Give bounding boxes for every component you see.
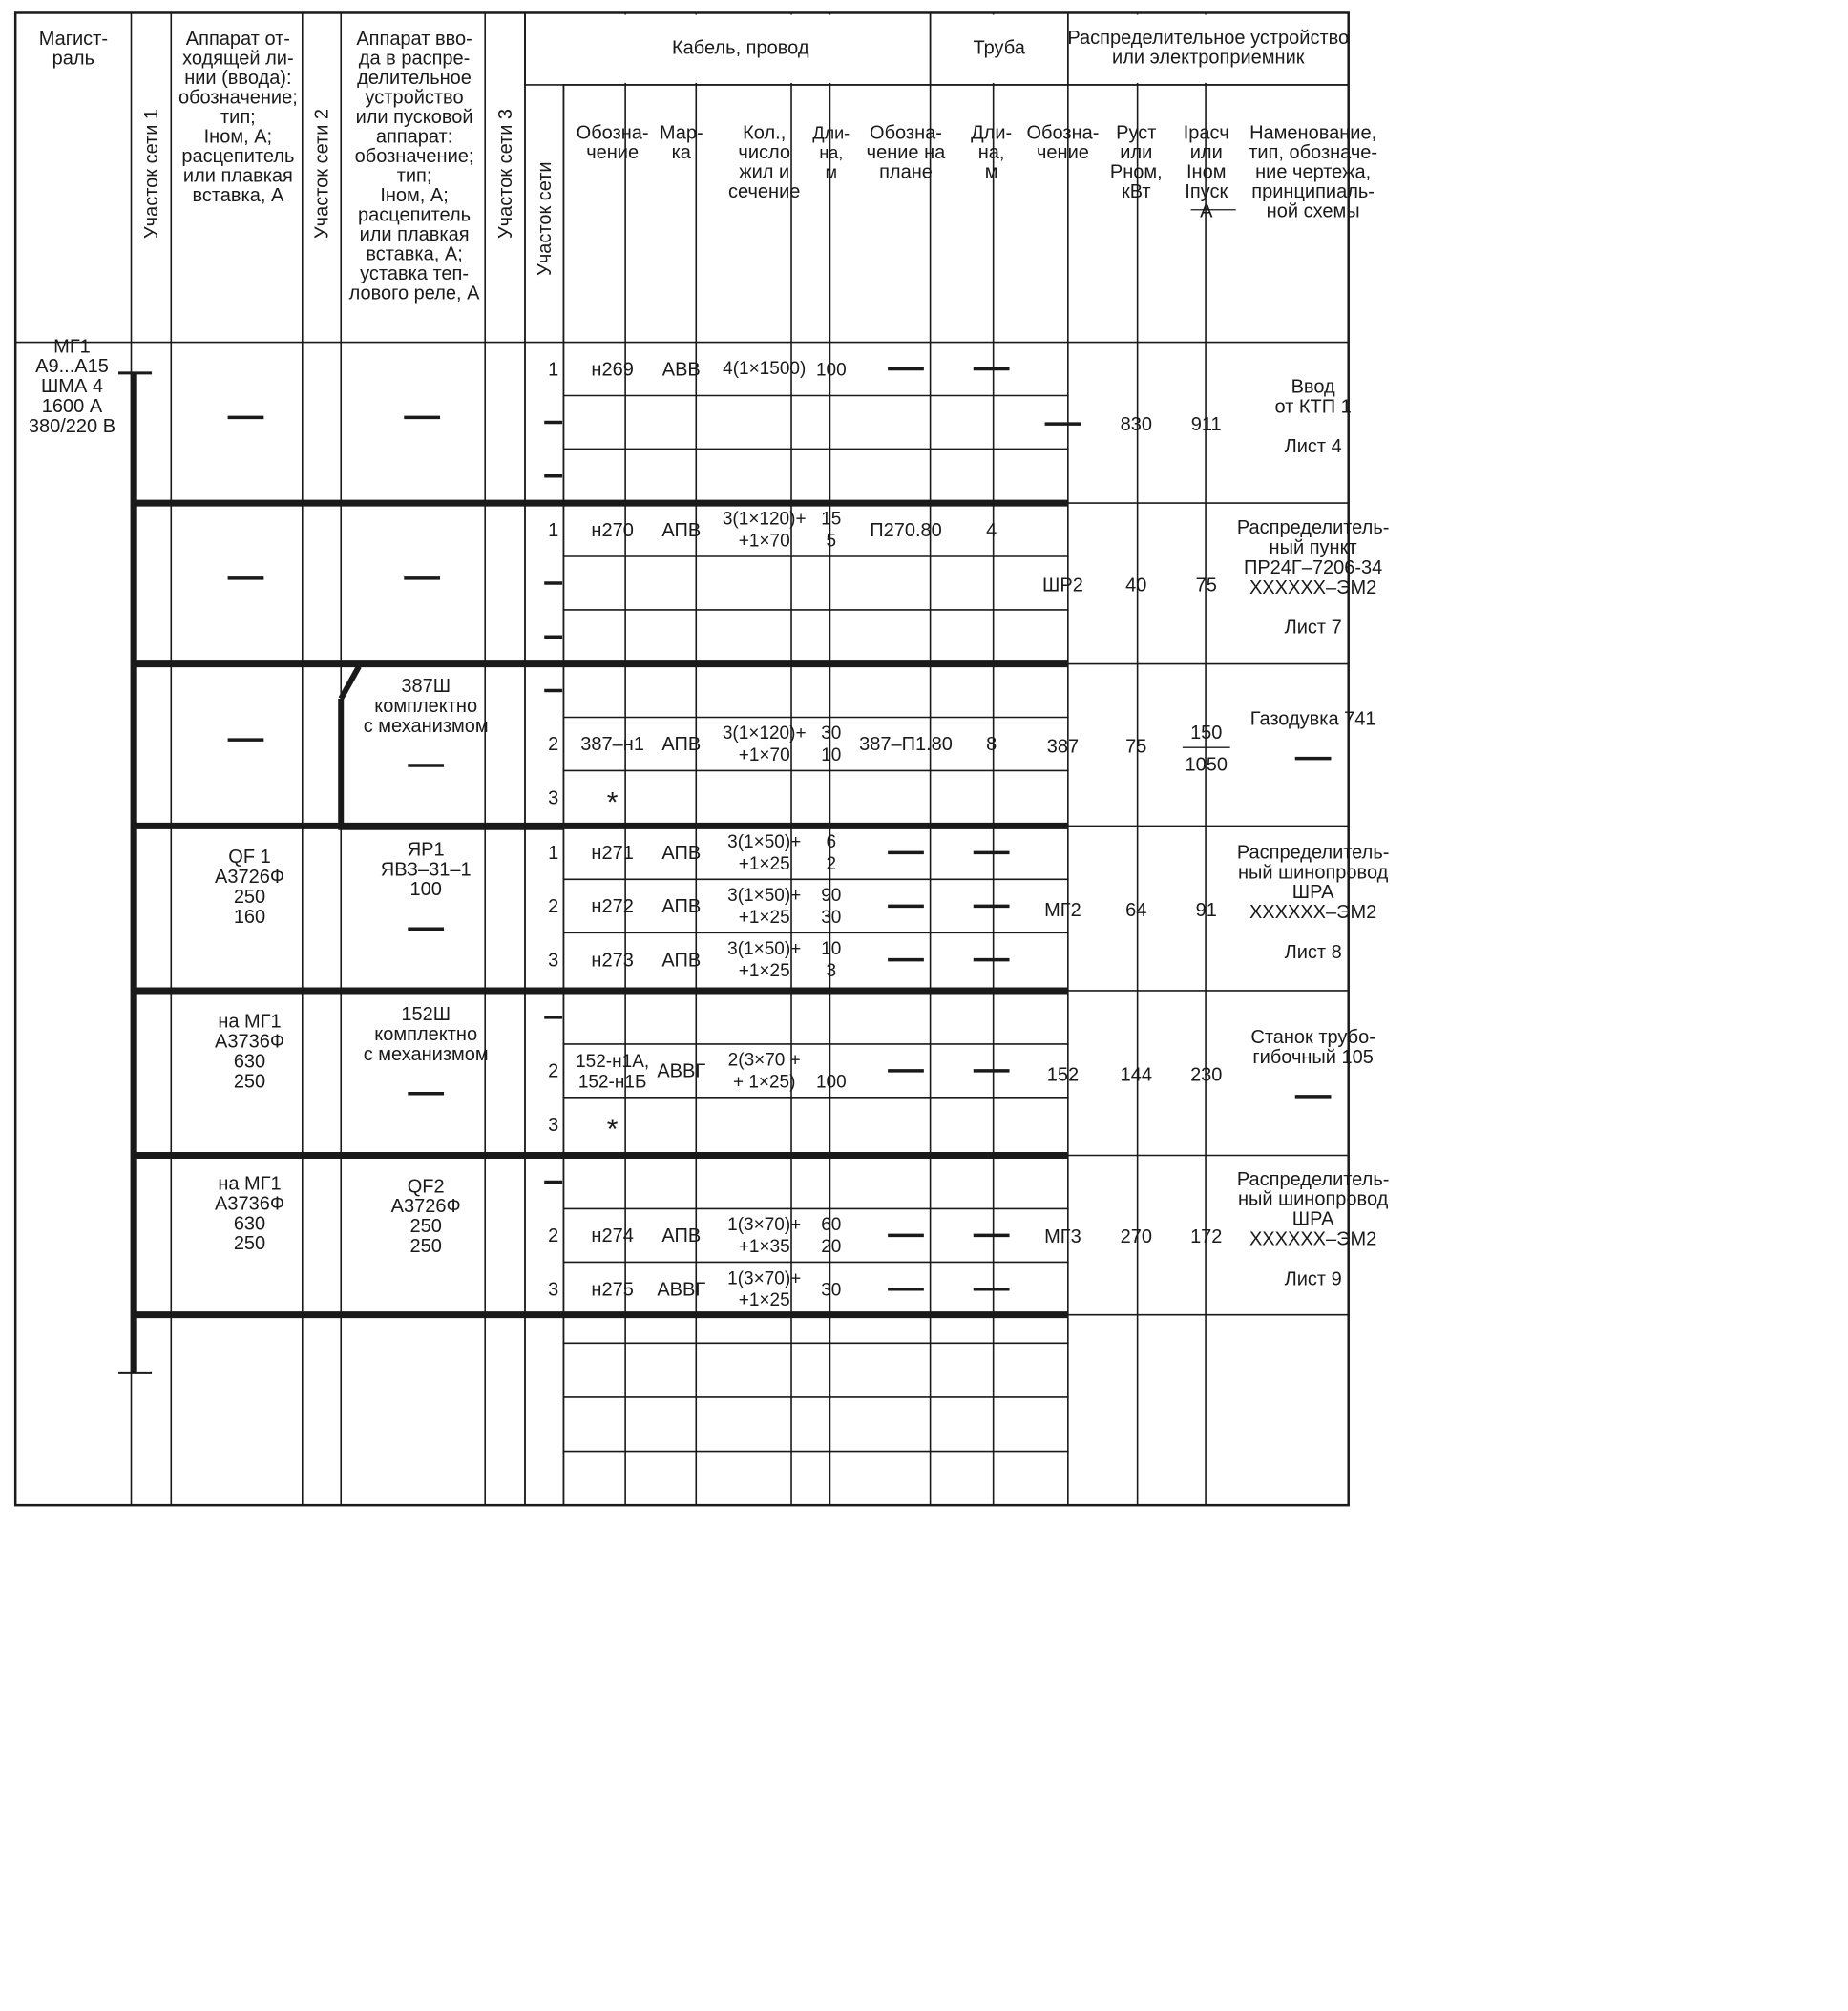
uch-number: 2 (548, 734, 559, 756)
cable-marka: АВВГ (657, 1279, 706, 1301)
cable-marka: АПВ (662, 1225, 702, 1247)
header-text: плане (879, 161, 933, 183)
cable-marka: АПВ (662, 896, 702, 918)
ru-name-text: от КТП 1 (1274, 396, 1352, 418)
header-text: м (984, 161, 998, 183)
ru-current: 230 (1190, 1064, 1223, 1086)
ru-name-text: XXXXXX–ЭМ2 (1249, 902, 1377, 924)
header-text: аппарат: (375, 126, 453, 148)
cable-dlina: 30 (821, 907, 842, 928)
apparat-otkh-text: на МГ1 (218, 1011, 282, 1033)
cable-kol: 3(1×50)+ (727, 885, 802, 906)
cable-dlina: 10 (821, 745, 842, 766)
magistral-text: А9...А15 (35, 356, 109, 378)
apparat-vvoda-text: комплектно (374, 696, 478, 718)
apparat-vvoda-text: 250 (410, 1216, 442, 1238)
cable-dlina: 10 (821, 939, 842, 960)
pipe-oboz: П270.80 (870, 519, 942, 541)
header-text: или плавкая (182, 165, 293, 187)
cable-kol: 4(1×1500) (723, 358, 807, 379)
header-text: Iрасч (1183, 122, 1229, 144)
cable-kol: +1×25 (738, 1290, 790, 1311)
ru-current: 91 (1195, 899, 1217, 921)
header-text: или (1189, 142, 1223, 164)
ru-power: 144 (1120, 1064, 1152, 1086)
header-text: Обозна- (870, 122, 942, 144)
ru-oboz: МГ2 (1044, 899, 1082, 921)
header-text: чение на (866, 142, 946, 164)
cable-kol: + 1×25) (732, 1072, 796, 1093)
apparat-otkh-text: А3736Ф (214, 1193, 285, 1215)
cable-oboz: 152-н1Б (578, 1072, 647, 1093)
ru-name-text: XXXXXX–ЭМ2 (1249, 1228, 1377, 1250)
header-text: Pном, (1109, 161, 1163, 183)
cable-oboz: 387–н1 (580, 734, 644, 756)
apparat-vvoda-text: 250 (410, 1235, 442, 1257)
cable-dlina: 100 (815, 1072, 847, 1093)
branch-line (341, 666, 359, 699)
header-text: вставка, А (192, 185, 284, 207)
cable-oboz: 152-н1А, (576, 1051, 650, 1072)
cable-marka: АВВГ (657, 1060, 706, 1082)
header-text: или пусковой (355, 107, 473, 129)
header-text: Участок сети 2 (311, 108, 333, 240)
header-text: или плавкая (359, 224, 470, 246)
header-text: Участок сети 1 (141, 108, 163, 240)
ru-oboz: ШР2 (1042, 575, 1083, 597)
header-text: Кабель, провод (672, 37, 809, 59)
header-text: Труба (973, 37, 1025, 59)
header-text: на, (819, 143, 844, 163)
ru-oboz: МГ3 (1044, 1226, 1082, 1248)
uch-number: 3 (548, 950, 559, 972)
header-text: ние чертежа, (1255, 161, 1372, 183)
apparat-vvoda-text: А3726Ф (390, 1196, 461, 1218)
header-band (527, 15, 561, 83)
header-text: или (1120, 142, 1153, 164)
cable-dlina: 15 (821, 509, 842, 530)
header-text: обозначение; (178, 87, 298, 109)
header-text: тип, обозначе- (1249, 142, 1378, 164)
ru-current: 172 (1190, 1226, 1223, 1248)
magistral-text: 1600 А (41, 396, 103, 418)
apparat-otkh-text: 250 (233, 1233, 266, 1255)
cable-oboz: * (606, 1113, 619, 1145)
header-text: да в распре- (358, 48, 471, 70)
cable-dlina: 2 (826, 853, 837, 874)
cable-kol: +1×70 (738, 745, 790, 766)
cable-kol: 2(3×70 + (727, 1050, 801, 1071)
cable-dlina: 20 (821, 1236, 842, 1257)
ru-power: 75 (1125, 736, 1147, 758)
ru-oboz: 387 (1046, 736, 1080, 758)
uch-number: 1 (548, 843, 559, 865)
ru-name-text: Станок трубо- (1250, 1026, 1376, 1048)
ru-name-text: ный шинопровод (1237, 862, 1389, 884)
ru-power: 270 (1120, 1226, 1152, 1248)
header-text: жил и (739, 161, 790, 183)
header-text: Участок сети 3 (494, 108, 516, 240)
header-text: расцепитель (181, 146, 295, 168)
cable-oboz: н274 (591, 1225, 634, 1247)
ru-power: 830 (1120, 413, 1152, 435)
uch-number: 2 (548, 1225, 559, 1247)
uch-number: 2 (548, 896, 559, 918)
cable-dlina: 100 (815, 360, 847, 381)
ru-current: 1050 (1185, 754, 1228, 776)
cable-dlina: 3 (826, 961, 837, 982)
header-text: делительное (357, 68, 472, 90)
header-text: расцепитель (358, 204, 472, 226)
cable-kol: +1×25 (738, 907, 790, 928)
cable-marka: АВВ (662, 359, 701, 381)
ru-name-text: Лист 8 (1284, 941, 1342, 963)
apparat-otkh-text: 250 (233, 1071, 266, 1093)
cable-marka: АПВ (662, 950, 702, 972)
apparat-vvoda-text: ЯВЗ–31–1 (380, 859, 472, 881)
header-text: ка (671, 142, 691, 164)
ru-power: 40 (1125, 575, 1147, 597)
uch-number: 3 (548, 787, 559, 809)
cable-dlina: 30 (821, 723, 842, 744)
uch-number: 1 (548, 519, 559, 541)
cable-marka: АПВ (662, 734, 702, 756)
cable-dlina: 30 (821, 1280, 842, 1301)
ru-oboz: 152 (1046, 1064, 1080, 1086)
header-text: вставка, А; (366, 243, 463, 265)
uch-number: 3 (548, 1114, 559, 1136)
apparat-vvoda-text: 387Ш (401, 676, 452, 698)
uch-number: 1 (548, 359, 559, 381)
header-text: Аппарат от- (185, 29, 290, 51)
header-text: уставка теп- (360, 263, 470, 285)
cable-kol: 3(1×120)+ (722, 723, 807, 744)
apparat-otkh-text: 250 (233, 886, 266, 908)
ru-name-text: гибочный 105 (1252, 1046, 1374, 1068)
apparat-otkh-text: на МГ1 (218, 1173, 282, 1195)
header-text: А (1200, 200, 1213, 222)
header-text: Обозна- (1026, 122, 1100, 144)
cable-oboz: н273 (591, 950, 634, 972)
header-text: Аппарат вво- (356, 29, 472, 51)
apparat-otkh-text: 160 (233, 906, 266, 928)
pipe-dlina: 8 (986, 734, 998, 756)
header-text: ной схемы (1266, 200, 1360, 222)
header-text: Кол., (743, 122, 787, 144)
header-text: сечение (728, 181, 801, 203)
header-text: чение (1037, 142, 1089, 164)
header-text: м (825, 162, 837, 182)
ru-current: 911 (1190, 413, 1222, 435)
ru-name-text: XXXXXX–ЭМ2 (1249, 576, 1377, 598)
ru-name-text: ный пункт (1269, 536, 1357, 558)
apparat-vvoda-text: с механизмом (363, 716, 489, 738)
header-text: кВт (1121, 181, 1151, 203)
header-text: Дли- (971, 122, 1013, 144)
apparat-vvoda-text: ЯР1 (407, 839, 445, 861)
cable-oboz: н269 (591, 359, 634, 381)
apparat-otkh-text: 630 (233, 1051, 266, 1073)
apparat-vvoda-text: 152Ш (401, 1003, 452, 1025)
cable-dlina: 60 (821, 1215, 842, 1236)
ru-name-text: ШРА (1292, 1208, 1334, 1230)
pipe-dlina: 4 (986, 519, 998, 541)
apparat-otkh-text: QF 1 (228, 847, 271, 869)
cable-marka: АПВ (662, 519, 702, 541)
apparat-vvoda-text: QF2 (407, 1176, 445, 1198)
pipe-oboz: 387–П1.80 (859, 734, 953, 756)
apparat-vvoda-text: 100 (410, 879, 442, 901)
header-text: тип; (396, 165, 432, 187)
cable-kol: +1×25 (738, 961, 790, 982)
cable-kol: +1×70 (738, 531, 790, 552)
ru-name-text: Распределитель- (1236, 842, 1390, 864)
header-text: принципиаль- (1251, 181, 1375, 203)
uch-number: 2 (548, 1060, 559, 1082)
header-text: число (738, 142, 791, 164)
uch-number: 3 (548, 1279, 559, 1301)
header-text: устройство (365, 87, 464, 109)
cable-dlina: 5 (826, 531, 837, 552)
header-text: Наменование, (1250, 122, 1377, 144)
ru-name-text: ный шинопровод (1237, 1188, 1389, 1210)
cable-marka: АПВ (662, 843, 702, 865)
cable-dlina: 90 (821, 885, 842, 906)
magistral-text: 380/220 В (28, 415, 116, 437)
header-text: или электроприемник (1112, 47, 1305, 69)
apparat-vvoda-text: комплектно (374, 1023, 478, 1045)
ru-current: 150 (1190, 722, 1223, 744)
header-text: чение (586, 142, 640, 164)
header-text: нии (ввода): (184, 68, 292, 90)
ru-current: 75 (1195, 575, 1217, 597)
apparat-vvoda-text: с механизмом (363, 1043, 489, 1065)
cable-oboz: н272 (591, 896, 634, 918)
ru-name-text: Ввод (1291, 376, 1335, 398)
cable-kol: +1×25 (738, 853, 790, 874)
cable-dlina: 6 (826, 831, 837, 852)
ru-name-text: Лист 7 (1284, 617, 1342, 639)
ru-name-text: ПР24Г–7206-34 (1243, 556, 1383, 578)
apparat-otkh-text: 630 (233, 1213, 266, 1235)
header-text: Мар- (659, 122, 704, 144)
header-text: Iпуск (1185, 181, 1228, 203)
ru-name-text: Распределитель- (1236, 517, 1390, 539)
ru-name-text: Лист 4 (1284, 436, 1342, 458)
ru-name-text: Лист 9 (1284, 1268, 1342, 1290)
cable-oboz: * (606, 786, 619, 819)
ru-power: 64 (1125, 899, 1147, 921)
apparat-otkh-text: А3726Ф (214, 867, 285, 889)
header-text: тип; (220, 107, 256, 129)
header-text: Обозна- (576, 122, 649, 144)
cable-oboz: н275 (591, 1279, 634, 1301)
header-text: Дли- (812, 123, 850, 143)
header-text: Pуст (1116, 122, 1157, 144)
ru-name-text: ШРА (1292, 882, 1334, 904)
cable-kol: +1×35 (738, 1236, 790, 1257)
cable-kol: 3(1×50)+ (727, 831, 802, 852)
header-text: Iном, А; (203, 126, 273, 148)
header-text: раль (52, 48, 95, 70)
cable-oboz: н271 (591, 843, 634, 865)
header-text: Iном (1186, 161, 1227, 183)
cable-oboz: н270 (591, 519, 634, 541)
header-text: на, (977, 142, 1005, 164)
header-text: Iном, А; (380, 185, 449, 207)
header-text: ходящей ли- (182, 48, 294, 70)
cable-kol: 3(1×120)+ (722, 509, 807, 530)
ru-name-text: Газодувка 741 (1250, 708, 1376, 730)
magistral-text: ШМА 4 (40, 376, 103, 398)
header-text: Магист- (38, 29, 108, 51)
cable-kol: 1(3×70)+ (727, 1268, 802, 1289)
header-text: Распределительное устройство (1067, 27, 1350, 49)
cable-kol: 3(1×50)+ (727, 939, 802, 960)
cable-kol: 1(3×70)+ (727, 1215, 802, 1236)
header-text: обозначение; (354, 146, 474, 168)
ru-name-text: Распределитель- (1236, 1168, 1390, 1190)
header-text: лового реле, А (348, 283, 480, 304)
apparat-otkh-text: А3736Ф (214, 1031, 285, 1053)
magistral-text: МГ1 (53, 336, 91, 358)
header-text: Участок сети (534, 161, 556, 276)
